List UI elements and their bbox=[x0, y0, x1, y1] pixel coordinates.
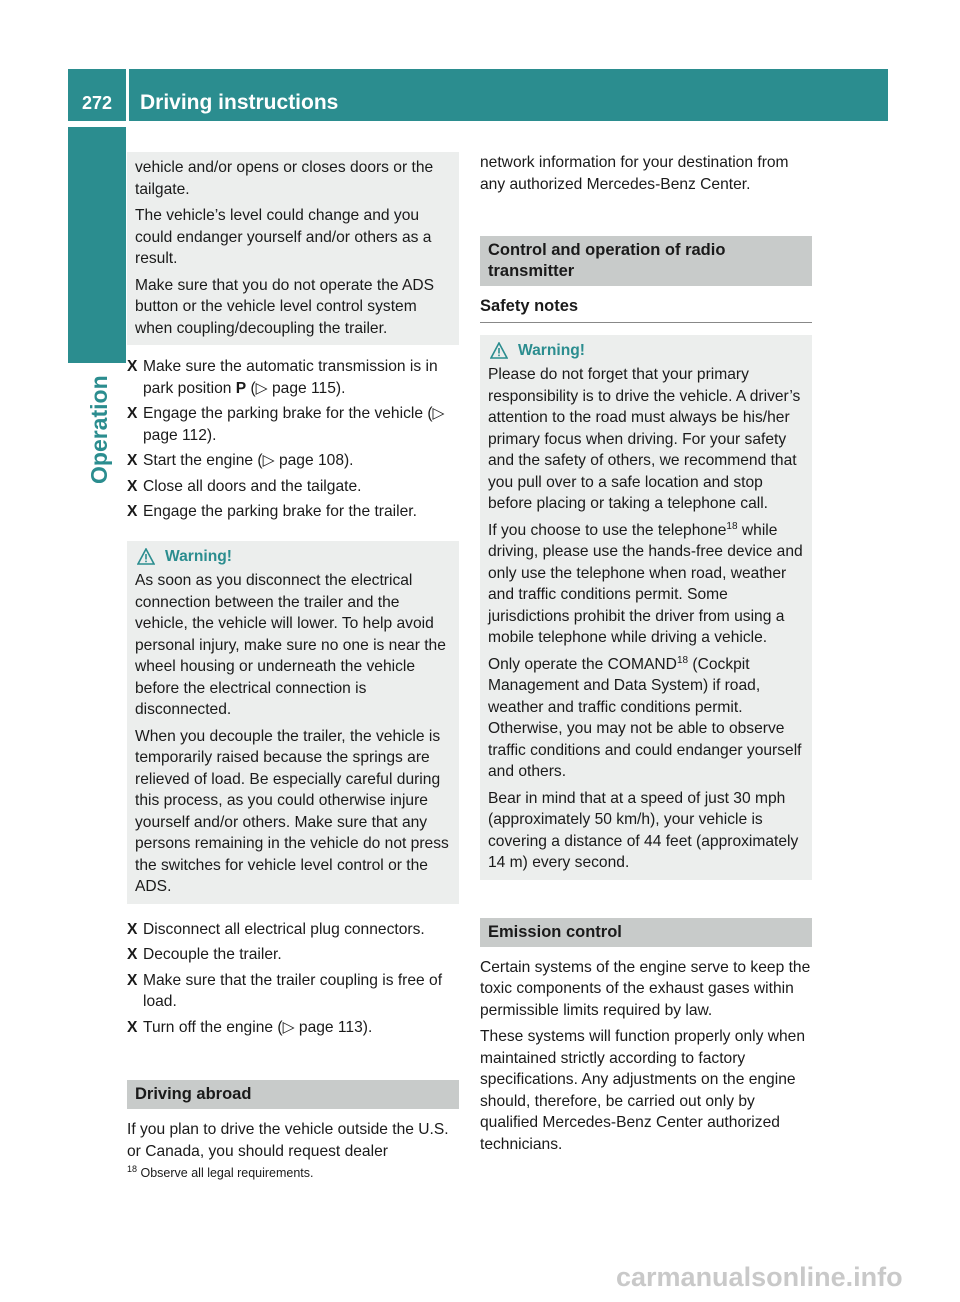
footnote-ref: 18 bbox=[676, 654, 689, 666]
step-item bbox=[127, 970, 459, 1013]
right-column bbox=[480, 152, 812, 1160]
page-number: 272 bbox=[81, 93, 113, 113]
caution-paragraph: Make sure that you do not operate the ADS button or the vehicle level control system when coupling/decoupling the trailer. bbox=[135, 276, 435, 337]
warning-heading bbox=[135, 546, 451, 568]
warning-paragraph: Please do not forget that your primary responsibility is to drive the vehicle. A driver’s attention to the road must always be his/her primary focus when driving. For your safety and the safety of others, we recommend that you pull over to a safe location and stop before placing or taking a telephone call. bbox=[488, 366, 801, 512]
subheading-safety-notes: Safety notes bbox=[480, 296, 812, 323]
warning-text: Only operate the COMAND bbox=[488, 655, 677, 673]
footnote-mark: 18 bbox=[127, 1163, 138, 1174]
warning-title: Warning! bbox=[518, 341, 585, 359]
emission-paragraph: Certain systems of the engine serve to keep the toxic components of the exhaust gases within permissible limits required by law. bbox=[480, 958, 811, 1019]
page-title: Driving instructions bbox=[140, 91, 339, 114]
gear-position: P bbox=[235, 379, 247, 397]
step-marker-icon: X bbox=[127, 971, 138, 989]
step-marker-icon: X bbox=[127, 358, 138, 375]
warning-paragraph bbox=[488, 520, 804, 649]
step-text: Make sure the automatic transmission is in park position bbox=[143, 358, 438, 397]
warning-text: (Cockpit Management and Data System) if road, weather and traffic conditions permit. Otherwise, you may not be able to observe traffic conditions and could endanger yourself and others. bbox=[488, 655, 802, 780]
step-marker-icon: X bbox=[127, 946, 138, 963]
warning-paragraph bbox=[488, 654, 804, 783]
step-item bbox=[127, 356, 459, 399]
header-divider bbox=[126, 69, 129, 121]
section-heading-emission: Emission control bbox=[480, 918, 812, 947]
watermark: carmanualsonline.info bbox=[616, 1262, 903, 1292]
warning-title: Warning! bbox=[165, 547, 232, 565]
warning-heading bbox=[488, 340, 804, 362]
driving-abroad-text: If you plan to drive the vehicle outside the U.S. or Canada, you should request dealer bbox=[127, 1121, 449, 1160]
warning-box bbox=[480, 335, 812, 880]
warning-triangle-icon bbox=[137, 548, 155, 565]
step-marker-icon: X bbox=[127, 1018, 138, 1036]
step-marker-icon: X bbox=[127, 452, 138, 469]
footnote-ref: 18 bbox=[726, 520, 738, 532]
step-item bbox=[127, 919, 459, 941]
step-text: Close all doors and the tailgate. bbox=[143, 477, 362, 495]
section-heading-radio: Control and operation of radio transmitter bbox=[480, 236, 812, 286]
warning-text: while driving, please use the hands-free device and only use the telephone when road, weather and traffic conditions permit. Some jurisdictions prohibit the driver from using a mobile telephone while driving a vehicle. bbox=[488, 521, 803, 646]
step-item bbox=[127, 403, 459, 446]
section-tab-block bbox=[68, 127, 126, 363]
step-item bbox=[127, 1017, 459, 1039]
caution-paragraph: vehicle and/or opens or closes doors or the tailgate. bbox=[135, 159, 434, 198]
step-text: Engage the parking brake for the vehicle (▷ page 112). bbox=[143, 405, 445, 444]
step-text: Make sure that the trailer coupling is free of load. bbox=[143, 971, 443, 1010]
warning-paragraph: As soon as you disconnect the electrical connection between the trailer and the vehicle, the vehicle will lower. To help avoid personal injury, make sure no one is near the wheel housing or underneath the vehicle before the electrical connection is disconnected. bbox=[135, 572, 446, 718]
step-item bbox=[127, 501, 459, 523]
left-column bbox=[127, 152, 459, 1167]
caution-paragraph: The vehicle’s level could change and you could endanger yourself and/or others as a result. bbox=[135, 207, 432, 267]
caution-box-continued bbox=[127, 152, 459, 345]
step-marker-icon: X bbox=[127, 920, 138, 938]
warning-box bbox=[127, 541, 459, 904]
step-marker-icon: X bbox=[127, 477, 138, 495]
step-text: Disconnect all electrical plug connectors. bbox=[143, 920, 425, 938]
warning-paragraph: Bear in mind that at a speed of just 30 mph (approximately 50 km/h), your vehicle is covering a distance of 44 feet (approximately 14 m) every second. bbox=[488, 789, 799, 871]
step-marker-icon: X bbox=[127, 503, 138, 520]
warning-text: If you choose to use the telephone bbox=[488, 521, 727, 539]
warning-triangle-icon bbox=[490, 342, 508, 359]
step-text: Decouple the trailer. bbox=[143, 946, 282, 963]
step-text: Start the engine (▷ page 108). bbox=[143, 452, 354, 469]
step-item bbox=[127, 450, 459, 472]
section-tab-label: Operation bbox=[86, 375, 112, 484]
step-marker-icon: X bbox=[127, 405, 138, 422]
step-text: Engage the parking brake for the trailer. bbox=[143, 503, 417, 520]
step-page-ref[interactable]: (▷ page 115). bbox=[246, 379, 346, 397]
step-item bbox=[127, 944, 459, 966]
step-item bbox=[127, 476, 459, 498]
footnote-text: Observe all legal requirements. bbox=[140, 1166, 314, 1180]
continuation-text: network information for your destination from any authorized Mercedes-Benz Center. bbox=[480, 154, 789, 193]
section-heading-driving-abroad: Driving abroad bbox=[127, 1080, 459, 1109]
footnote bbox=[127, 1163, 314, 1180]
emission-paragraph: These systems will function properly only when maintained strictly according to factory specifications. Any adjustments on the engine should, therefore, be carried out only by qualified Mercedes-Benz Center authorized technicians. bbox=[480, 1028, 806, 1153]
step-text: Turn off the engine (▷ page 113). bbox=[143, 1018, 373, 1036]
warning-paragraph: When you decouple the trailer, the vehicle is temporarily raised because the springs are relieved of load. Be especially careful during this process, as you could otherwise injure yourself and/or others. Make sure that any persons remaining in the vehicle do not press the switches for vehicle level control or the ADS. bbox=[135, 727, 449, 895]
